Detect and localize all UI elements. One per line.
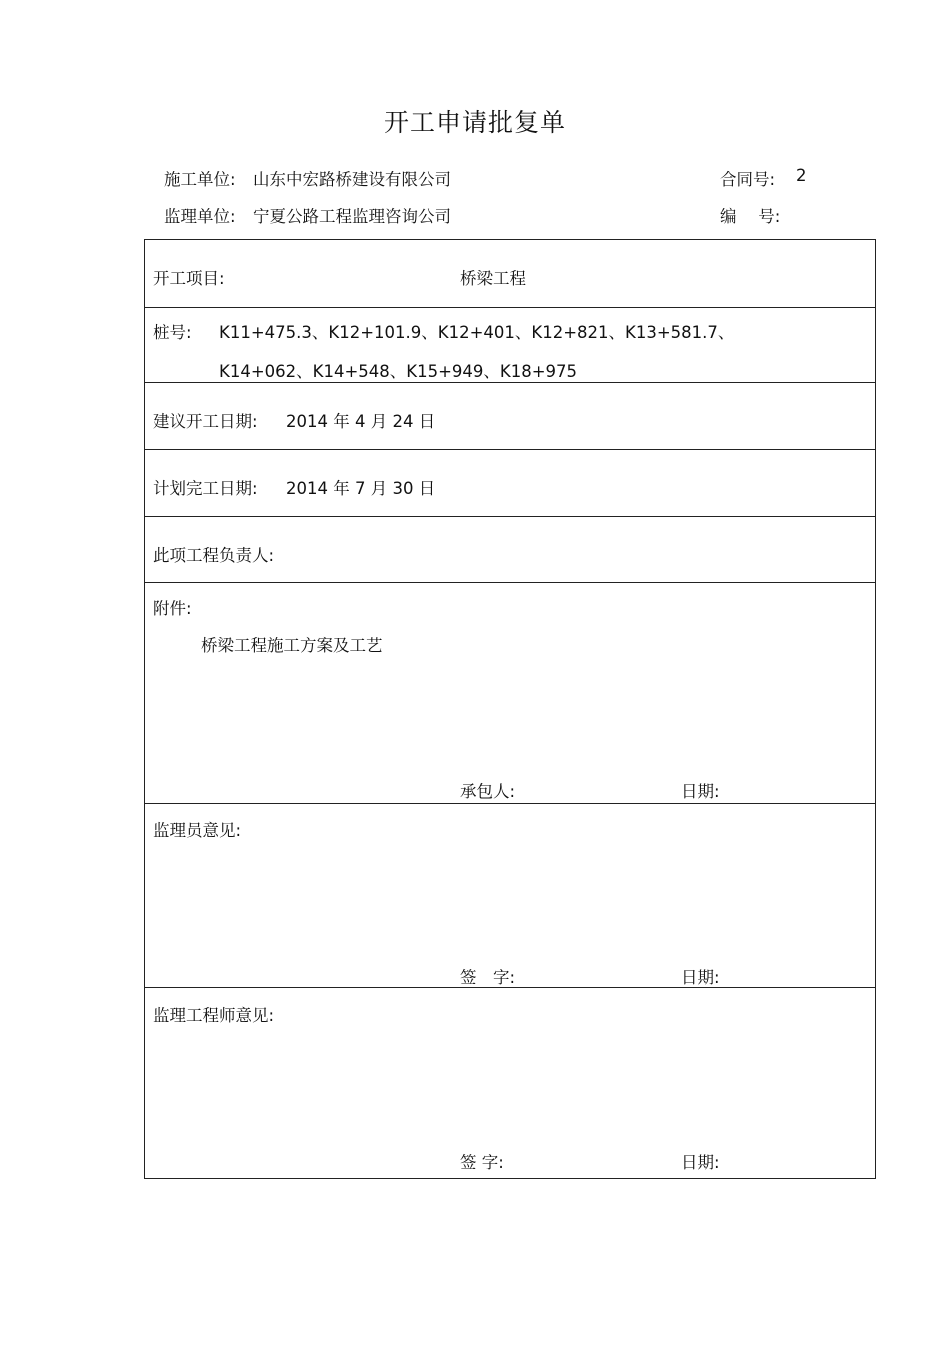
end-date-label: 计划完工日期: (153, 479, 258, 498)
start-date-row (145, 382, 875, 449)
manager-label: 此项工程负责人: (153, 546, 275, 565)
project-label: 开工项目: (153, 269, 225, 288)
stake-row (145, 307, 875, 382)
end-date-row (145, 449, 875, 516)
start-date-value: 2014 年 4 月 24 日 (286, 412, 436, 431)
engineer-opinion-label: 监理工程师意见: (153, 1006, 275, 1025)
stake-line-1: K11+475.3、K12+101.9、K12+401、K12+821、K13+581.7、 (219, 323, 735, 342)
stake-label: 桩号: (153, 323, 192, 342)
contractor-label: 施工单位: (164, 170, 236, 189)
supervisor-value: 宁夏公路工程监理咨询公司 (253, 207, 451, 226)
inspector-date-label: 日期: (681, 968, 720, 987)
inspector-opinion-label: 监理员意见: (153, 821, 242, 840)
contract-no-value: 2 (796, 166, 807, 185)
manager-row (145, 516, 875, 582)
supervisor-label: 监理单位: (164, 207, 236, 226)
start-date-label: 建议开工日期: (153, 412, 258, 431)
end-date-value: 2014 年 7 月 30 日 (286, 479, 436, 498)
stake-line-2: K14+062、K14+548、K15+949、K18+975 (219, 362, 578, 381)
page-title: 开工申请批复单 (383, 108, 566, 137)
engineer-sign-label: 签 字: (460, 1153, 504, 1172)
attachment-value: 桥梁工程施工方案及工艺 (201, 636, 383, 655)
contract-no-label: 合同号: (720, 170, 776, 189)
inspector-opinion-row (145, 803, 875, 987)
engineer-date-label: 日期: (681, 1153, 720, 1172)
contractor-value: 山东中宏路桥建设有限公司 (253, 170, 451, 189)
attachment-label: 附件: (153, 599, 192, 618)
inspector-sign-label: 签 字: (460, 968, 516, 987)
attachment-row (145, 582, 875, 803)
contractor-sign-label: 承包人: (460, 782, 516, 801)
serial-no-label: 编 号: (720, 207, 781, 226)
project-row (145, 240, 875, 307)
engineer-opinion-row (145, 987, 875, 1178)
approval-form-table (144, 239, 876, 1179)
contractor-date-label: 日期: (681, 782, 720, 801)
project-value: 桥梁工程 (460, 269, 526, 288)
